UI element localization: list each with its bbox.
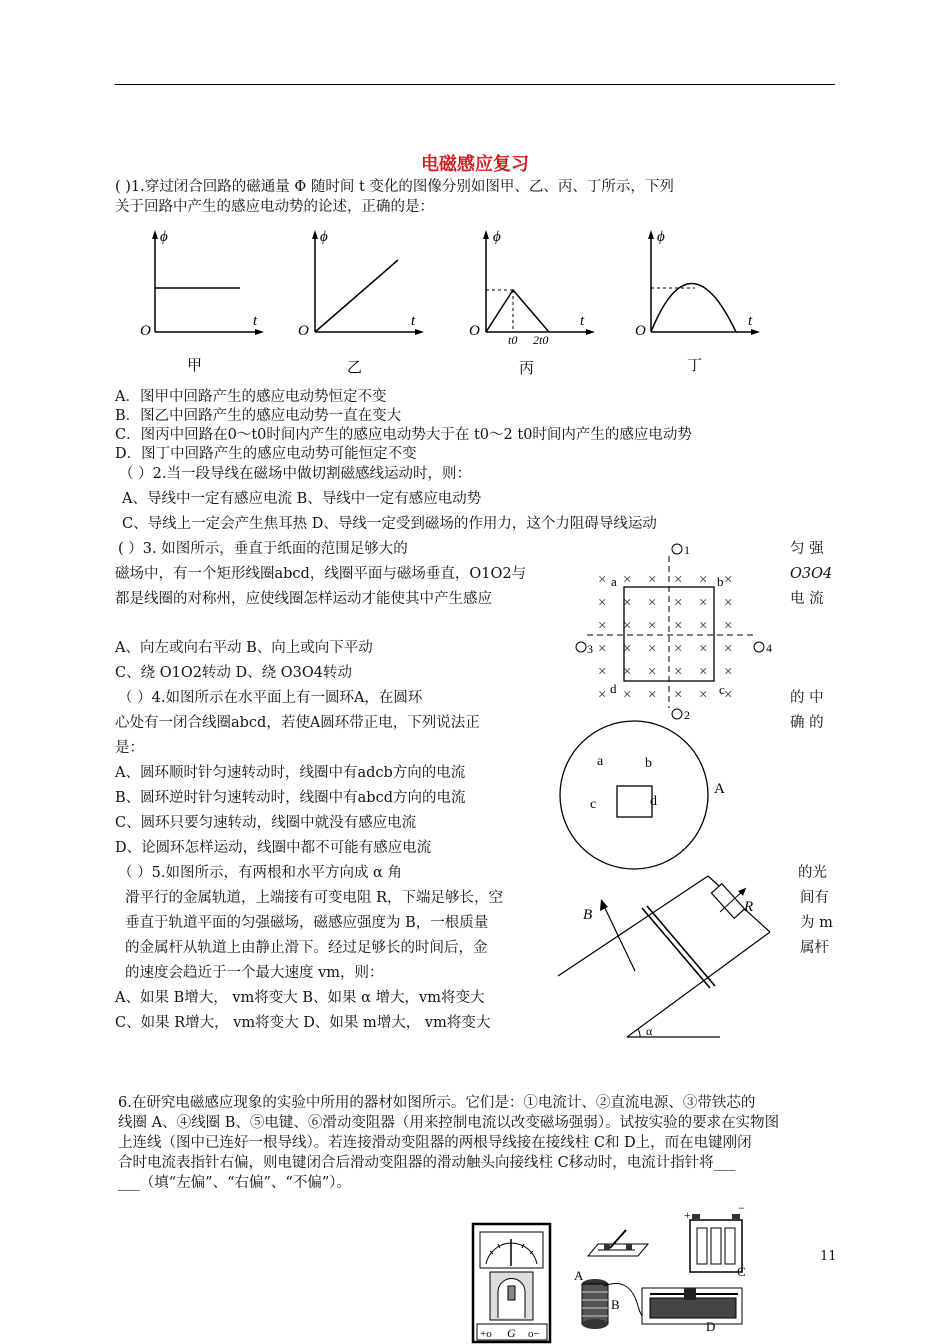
q3-line-3-left: 都是线圈的对称州，应使线圈怎样运动才能使其中产生感应: [115, 591, 492, 607]
q4-line-1-right: 的 中: [790, 690, 824, 706]
field-cross: ×: [724, 572, 733, 588]
ring-label-a: A: [714, 781, 725, 797]
q6-line-4: 合时电流表指针右偏，则电键闭合后滑动变阻器的滑动触头向接线柱 C移动时，电流计指针将___: [118, 1155, 736, 1171]
field-cross: ×: [674, 664, 683, 680]
q1-graph-jia: [130, 225, 270, 375]
field-cross: ×: [674, 687, 683, 703]
page-title: 电磁感应复习: [421, 154, 529, 175]
coil-corner-b: b: [717, 574, 724, 589]
q1-graph-ding: [633, 225, 773, 375]
galvanometer-g-label: G: [507, 1326, 516, 1340]
field-cross: ×: [598, 572, 607, 588]
q3-line-1-right: 匀 强: [790, 541, 824, 557]
field-cross: ×: [648, 572, 657, 588]
field-cross: ×: [648, 641, 657, 657]
q4-line-1-left: （ ）4.如图所示在水平面上有一圆环A，在圆环: [118, 690, 423, 706]
field-cross: ×: [674, 595, 683, 611]
coil-label-b: b: [645, 756, 652, 771]
rheostat-c-label: C: [737, 1264, 746, 1279]
field-cross: ×: [699, 641, 708, 657]
q4-figure-ring: [555, 724, 745, 874]
q1-graph-bing-tick-t0: t0: [508, 333, 518, 347]
q1-graph-jia-ylabel: ϕ: [160, 229, 168, 245]
q4-line-2-right: 确 的: [790, 715, 824, 731]
q1-stem-line-2: 关于回路中产生的感应电动势的论述，正确的是：: [115, 199, 434, 215]
field-cross: ×: [674, 641, 683, 657]
q4-option-d: D、论圆环怎样运动，线圈中都不可能有感应电流: [115, 840, 432, 856]
field-cross: ×: [724, 641, 733, 657]
field-cross: ×: [699, 572, 708, 588]
q3-line-1-left: ( ）3. 如图所示，垂直于纸面的范围足够大的: [118, 541, 408, 557]
q5-options-cd: C、如果 R增大， vm将变大 D、如果 m增大， vm将变大: [115, 1015, 491, 1031]
q1-graph-bing: [466, 225, 606, 385]
q6-line-5: ___（填“左偏”、“右偏”、“不偏”）。: [118, 1175, 351, 1191]
axis-o2-label: 2: [684, 708, 690, 722]
coil-label-c: c: [590, 797, 597, 812]
header-rule: [115, 84, 835, 85]
q1-graph-bing-origin: O: [469, 323, 480, 339]
field-cross: ×: [724, 618, 733, 634]
galvanometer: [473, 1224, 550, 1342]
q6-line-1: 6.在研究电磁感应现象的实验中所用的器材如图所示。它们是：①电流计、②直流电源、③带铁芯的: [118, 1095, 756, 1111]
axis-o4-label: 4: [766, 641, 772, 655]
field-cross: ×: [674, 572, 683, 588]
q6-line-3: 上连线（图中已连好一根导线）。若连接滑动变阻器的两根导线接在接线柱 C和 D上，而在电键刚闭: [118, 1135, 752, 1151]
axis-o3-label: 3: [587, 642, 593, 656]
field-cross: ×: [598, 641, 607, 657]
q5-line-3-right: 为 m: [800, 915, 833, 931]
q3-options-cd: C、绕 O1O2转动 D、绕 O3O4转动: [115, 665, 352, 681]
q1-graph-yi-caption: 乙: [347, 360, 363, 376]
field-cross: ×: [623, 687, 632, 703]
q4-option-a: A、圆环顺时针匀速转动时，线圈中有adcb方向的电流: [115, 765, 466, 781]
q3-line-2-right: O3O4: [790, 566, 833, 582]
coil-label-d: d: [650, 794, 657, 809]
knife-switch: [588, 1230, 648, 1256]
q1-graph-yi-xlabel: t: [411, 313, 416, 329]
q1-graph-bing-tick-2t0: 2t0: [533, 333, 549, 347]
field-cross: ×: [598, 687, 607, 703]
field-cross: ×: [674, 618, 683, 634]
coil-corner-c: c: [719, 682, 725, 697]
field-cross: ×: [598, 618, 607, 634]
q5-line-1-left: （ ）5.如图所示，有两根和水平方向成 α 角: [118, 865, 402, 881]
q1-graph-ding-xlabel: t: [748, 313, 753, 329]
q1-stem-line-1: ( )1.穿过闭合回路的磁通量 Φ 随时间 t 变化的图像分别如图甲、乙、丙、丁所示，下列: [115, 179, 674, 195]
q1-graph-ding-origin: O: [635, 323, 646, 339]
q2-stem: （ ）2.当一段导线在磁场中做切割磁感线运动时，则：: [119, 466, 471, 482]
field-cross: ×: [724, 595, 733, 611]
q4-line-3: 是：: [115, 740, 144, 756]
q5-line-2-right: 间有: [800, 890, 829, 906]
field-cross: ×: [699, 618, 708, 634]
q4-option-b: B、圆环逆时针匀速转动时，线圈中有abcd方向的电流: [115, 790, 466, 806]
field-cross: ×: [724, 687, 733, 703]
field-cross: ×: [648, 595, 657, 611]
q1-graph-bing-xlabel: t: [580, 313, 585, 329]
field-b-label: B: [583, 907, 593, 923]
q5-line-3-left: 垂直于轨道平面的匀强磁场，磁感应强度为 B，一根质量: [125, 915, 489, 931]
galvanometer-minus-terminal: o−: [528, 1328, 540, 1340]
galvanometer-plus-terminal: +o: [480, 1328, 492, 1340]
coil-corner-d: d: [610, 681, 617, 696]
axis-o1-label: 1: [684, 543, 690, 557]
q1-option-d: D．图丁中回路产生的感应电动势可能恒定不变: [115, 446, 417, 462]
field-cross: ×: [623, 618, 632, 634]
q2-options-cd: C、导线上一定会产生焦耳热 D、导线一定受到磁场的作用力，这个力阻碍导线运动: [122, 516, 657, 532]
field-cross: ×: [623, 572, 632, 588]
coil-a-label: A: [574, 1268, 584, 1283]
resistor-r-label: R: [744, 899, 754, 915]
q4-line-2-left: 心处有一闭合线圈abcd，若使A圆环带正电，下列说法正: [115, 715, 480, 731]
battery-plus-label: +: [684, 1208, 691, 1222]
q6-figure-apparatus: [470, 1201, 770, 1344]
field-cross: ×: [724, 664, 733, 680]
q5-line-5: 的速度会趋近于一个最大速度 vm，则：: [125, 965, 384, 981]
q1-option-b: B．图乙中回路产生的感应电动势一直在变大: [115, 408, 402, 424]
field-cross: ×: [623, 664, 632, 680]
q2-options-ab: A、导线中一定有感应电流 B、导线中一定有感应电动势: [122, 491, 482, 507]
q1-graph-jia-origin: O: [140, 323, 151, 339]
q5-line-4-left: 的金属杆从轨道上由静止滑下。经过足够长的时间后，金: [125, 940, 488, 956]
field-cross: ×: [598, 664, 607, 680]
q5-options-ab: A、如果 B增大， vm将变大 B、如果 α 增大，vm将变大: [115, 990, 485, 1006]
q6-line-2: 线圈 A、④线圈 B、⑤电键、⑥滑动变阻器（用来控制电流以改变磁场强弱）。试按实验的要求在实物图: [118, 1115, 780, 1131]
q1-option-a: A．图甲中回路产生的感应电动势恒定不变: [115, 389, 387, 405]
rheostat-d-label: D: [706, 1319, 716, 1334]
q1-graph-jia-caption: 甲: [187, 358, 203, 374]
q3-line-2-left: 磁场中，有一个矩形线圈abcd，线圈平面与磁场垂直，O1O2与: [115, 566, 527, 582]
q1-graph-ding-ylabel: ϕ: [657, 229, 665, 245]
q1-graph-yi-ylabel: ϕ: [320, 229, 328, 245]
coil-corner-a: a: [611, 574, 617, 589]
q4-option-c: C、圆环只要匀速转动，线圈中就没有感应电流: [115, 815, 417, 831]
battery-box: [684, 1201, 745, 1272]
field-cross: ×: [648, 664, 657, 680]
q1-graph-yi: [295, 225, 435, 375]
q5-line-2-left: 滑平行的金属轨道，上端接有可变电阻 R，下端足够长，空: [125, 890, 504, 906]
q1-option-c: C．图丙中回路在0～t0时间内产生的感应电动势大于在 t0～2 t0时间内产生的感应电动势: [115, 427, 692, 443]
field-cross: ×: [598, 595, 607, 611]
rheostat: [642, 1264, 746, 1334]
q5-line-1-right: 的光: [798, 865, 827, 881]
field-cross: ×: [699, 595, 708, 611]
q5-figure-inclined-rails: [558, 870, 783, 1040]
coil-b-label: B: [611, 1297, 620, 1312]
field-cross: ×: [648, 687, 657, 703]
q1-graph-yi-origin: O: [298, 323, 309, 339]
q3-figure-coil-in-field: [572, 538, 782, 728]
q3-options-ab: A、向左或向右平动 B、向上或向下平动: [115, 640, 373, 656]
field-cross: ×: [699, 687, 708, 703]
field-cross: ×: [699, 664, 708, 680]
q1-graph-bing-ylabel: ϕ: [493, 229, 501, 245]
q1-graph-jia-xlabel: t: [253, 313, 258, 329]
field-cross: ×: [623, 641, 632, 657]
field-cross: ×: [648, 618, 657, 634]
angle-alpha-label: α: [646, 1024, 653, 1038]
q3-line-3-right: 电 流: [790, 591, 824, 607]
field-crosses: [598, 572, 732, 703]
coil-label-a: a: [597, 754, 604, 769]
page-number: 11: [820, 1249, 837, 1264]
battery-minus-label: −: [738, 1201, 745, 1215]
field-cross: ×: [623, 595, 632, 611]
q1-graph-ding-caption: 丁: [687, 358, 703, 374]
q1-graph-bing-caption: 丙: [519, 361, 535, 377]
q5-line-4-right: 属杆: [800, 940, 829, 956]
